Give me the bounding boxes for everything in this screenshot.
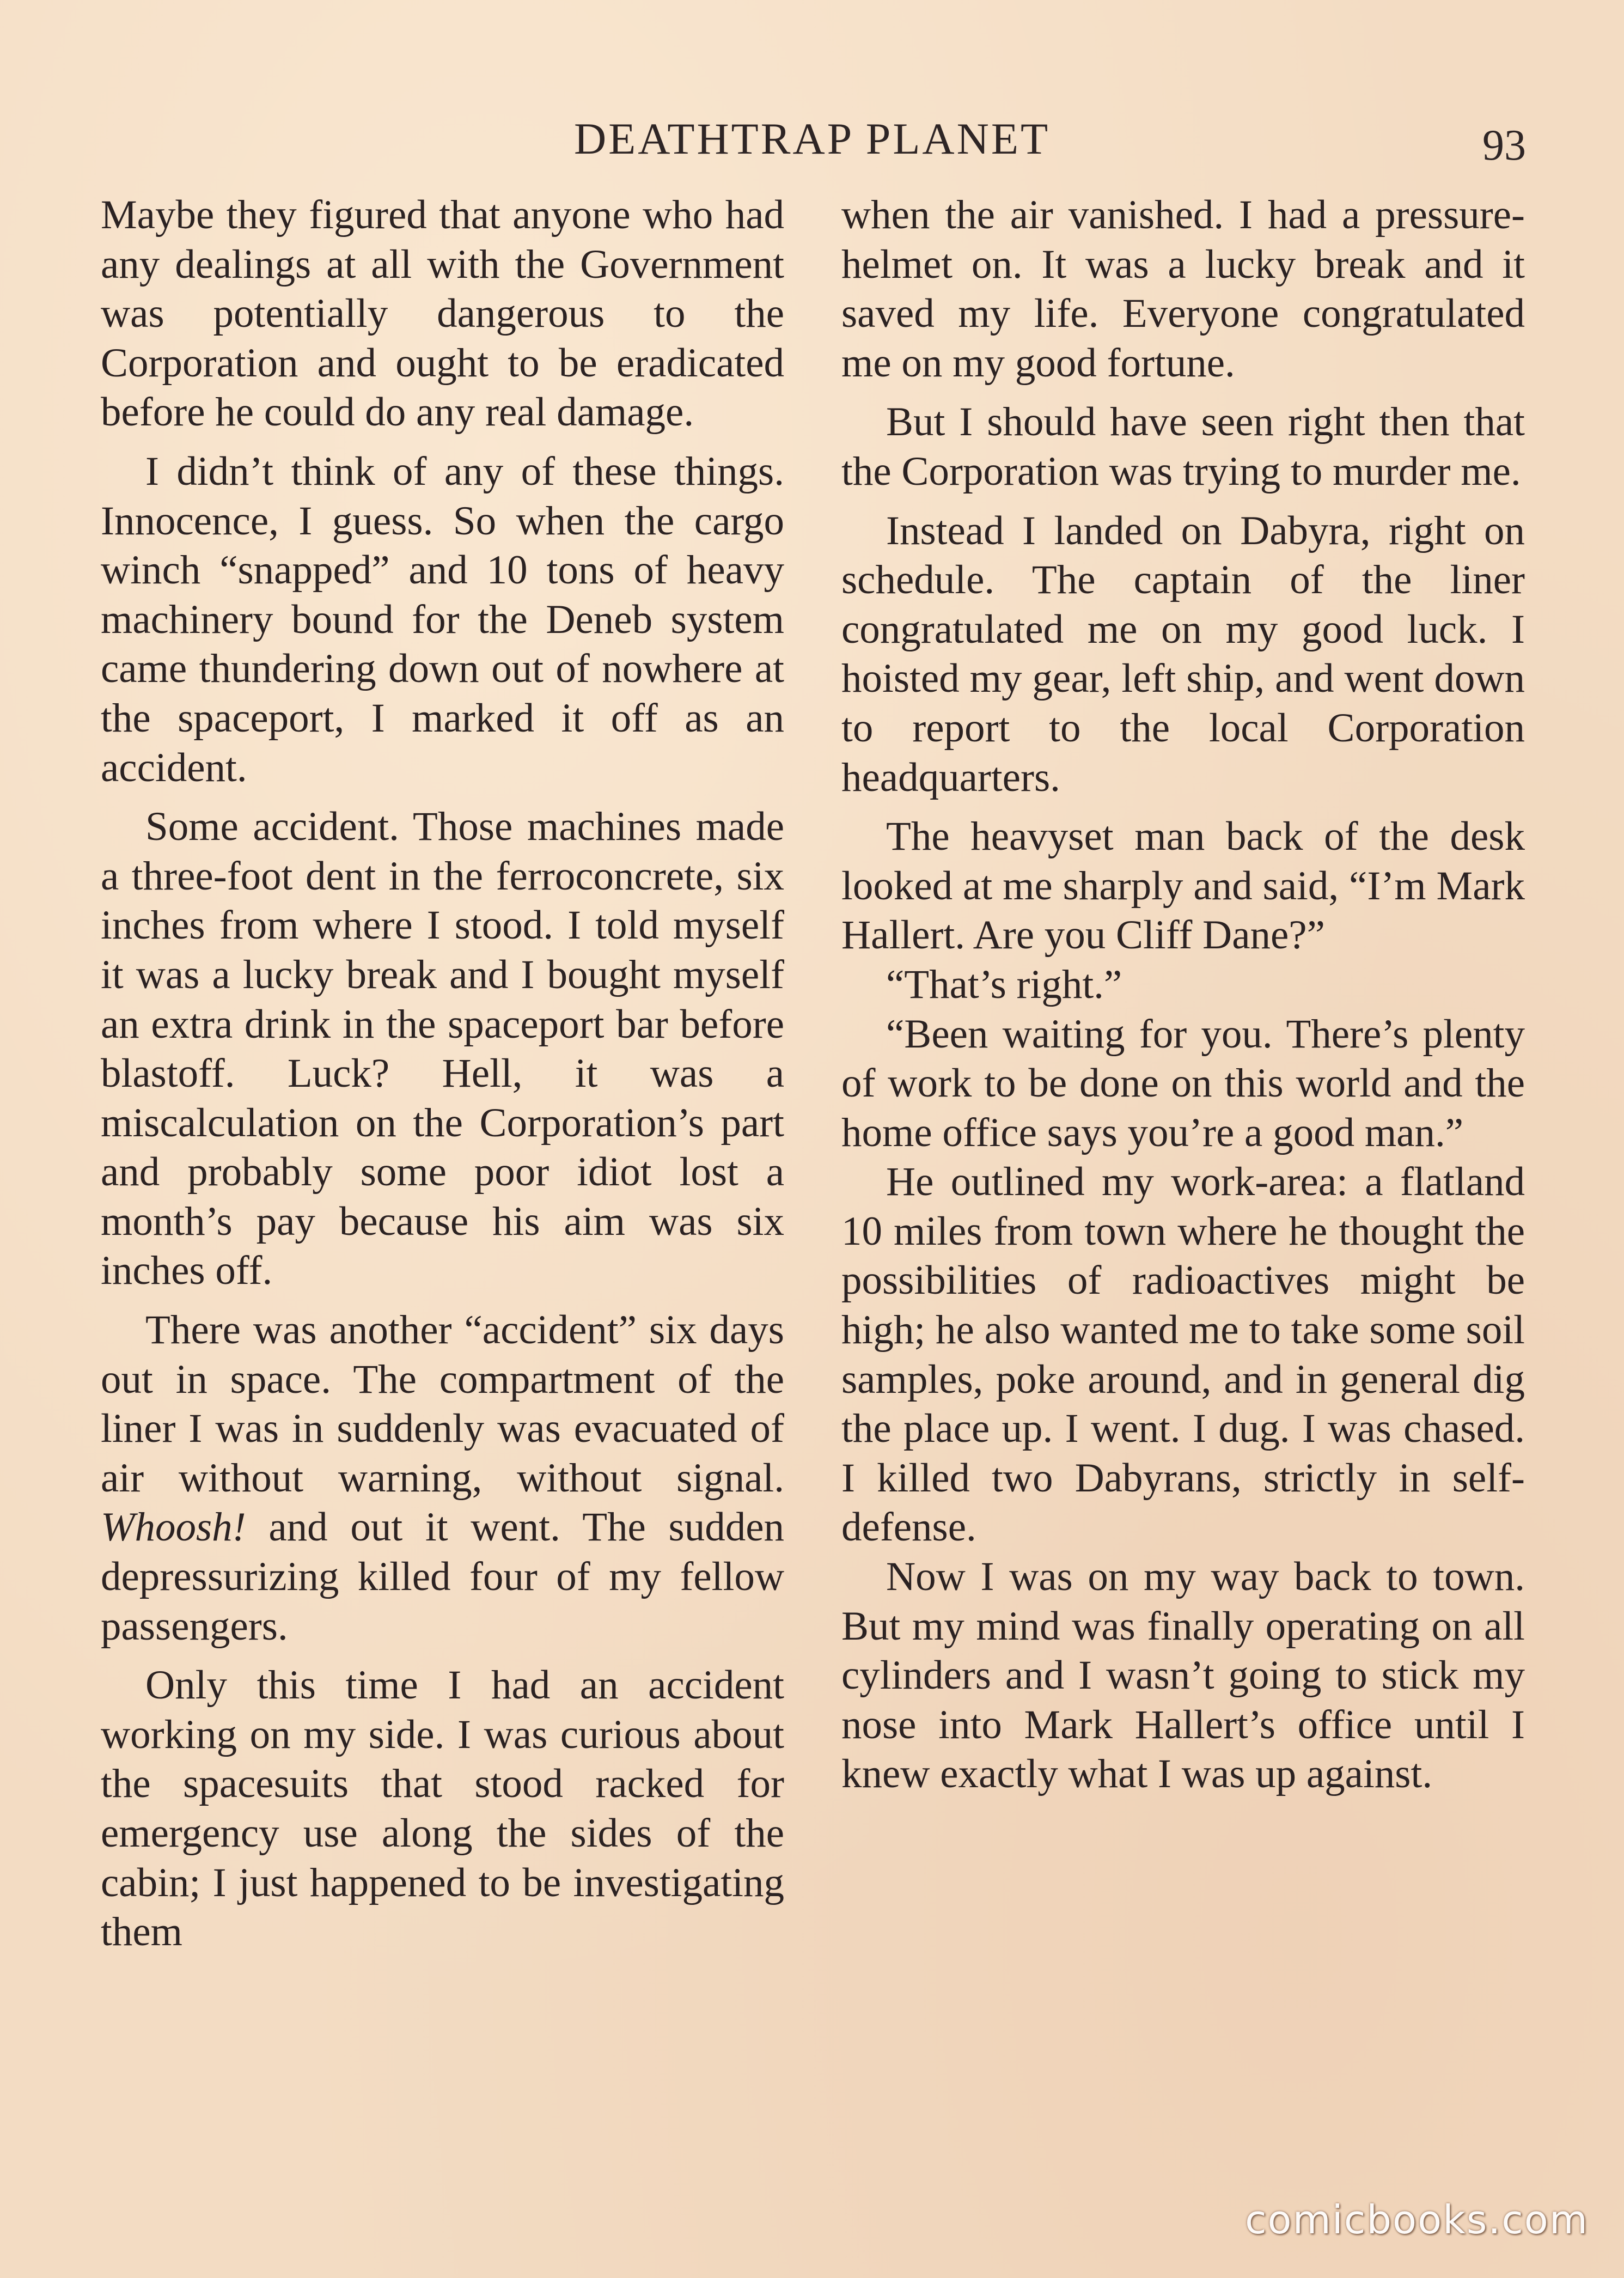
- paragraph: “Been waiting for you. There’s plenty of work to be done on this world and the home office says you’re a good man.”: [841, 1011, 1525, 1155]
- paragraph: I didn’t think of any of these things. Innocence, I guess. So when the cargo winch “snapped” and 10 tons of heavy machinery bound for the Deneb system came thundering down out of nowhere at the spaceport, I marked it off as an accident.: [101, 448, 784, 790]
- paragraph-text: There was another “accident” six days out in space. The compartment of the liner I was in suddenly was evacuated of air without warning, without signal.: [101, 1307, 784, 1501]
- watermark-logo: comicbooks.com: [1244, 2197, 1589, 2243]
- paragraph: Maybe they figured that anyone who had any dealings at all with the Government was potentially dangerous to the Corporation and ought to be eradicated before he could do any real damage.: [101, 192, 784, 435]
- paragraph: Only this time I had an accident working on my side. I was curious about the spacesuits that stood racked for emergency use along the sides of the cabin; I just happened to be investigating them: [101, 1662, 784, 1955]
- paragraph: He outlined my work-area: a flatland 10 miles from town where he thought the possibilities of radioactives might be high; he also wanted me to take some soil samples, poke around, and in general dig the place up. I went. I dug. I was chased. I killed two Dabyrans, strictly in self-defense.: [841, 1159, 1525, 1550]
- paragraph: Now I was on my way back to town. But my mind was finally operating on all cylinders and I wasn’t going to stick my nose into Mark Hallert’s office until I knew exactly what I was up against.: [841, 1554, 1525, 1797]
- paragraph-text: and out it went. The sudden depressurizing killed four of my fellow passengers.: [101, 1505, 784, 1649]
- right-column: [841, 191, 1525, 1799]
- running-title: DEATHTRAP PLANET: [573, 114, 1051, 163]
- paragraph: [101, 1306, 784, 1651]
- italic-word: Whoosh!: [101, 1505, 246, 1550]
- paragraph: The heavyset man back of the desk looked at me sharply and said, “I’m Mark Hallert. Are you Cliff Dane?”: [841, 814, 1525, 958]
- paragraph: But I should have seen right then that the Corporation was trying to murder me.: [841, 399, 1525, 494]
- paragraph: “That’s right.”: [886, 961, 1122, 1007]
- left-column: [101, 191, 784, 1957]
- paragraph: when the air vanished. I had a pressure-helmet on. It was a lucky break and it saved my life. Everyone congratulated me on my good fortune.: [841, 192, 1525, 386]
- page-number: 93: [1482, 121, 1526, 169]
- paragraph: Instead I landed on Dabyra, right on schedule. The captain of the liner congratulated me on my good luck. I hoisted my gear, left ship, and went down to report to the local Corporation headquarters.: [841, 508, 1525, 800]
- paragraph: Some accident. Those machines made a three-foot dent in the ferroconcrete, six inches from where I stood. I told myself it was a lucky break and I bought myself an extra drink in the spaceport bar before blastoff. Luck? Hell, it was a miscalculation on the Corporation’s part and probably some poor idiot lost a month’s pay because his aim was six inches off.: [101, 804, 784, 1294]
